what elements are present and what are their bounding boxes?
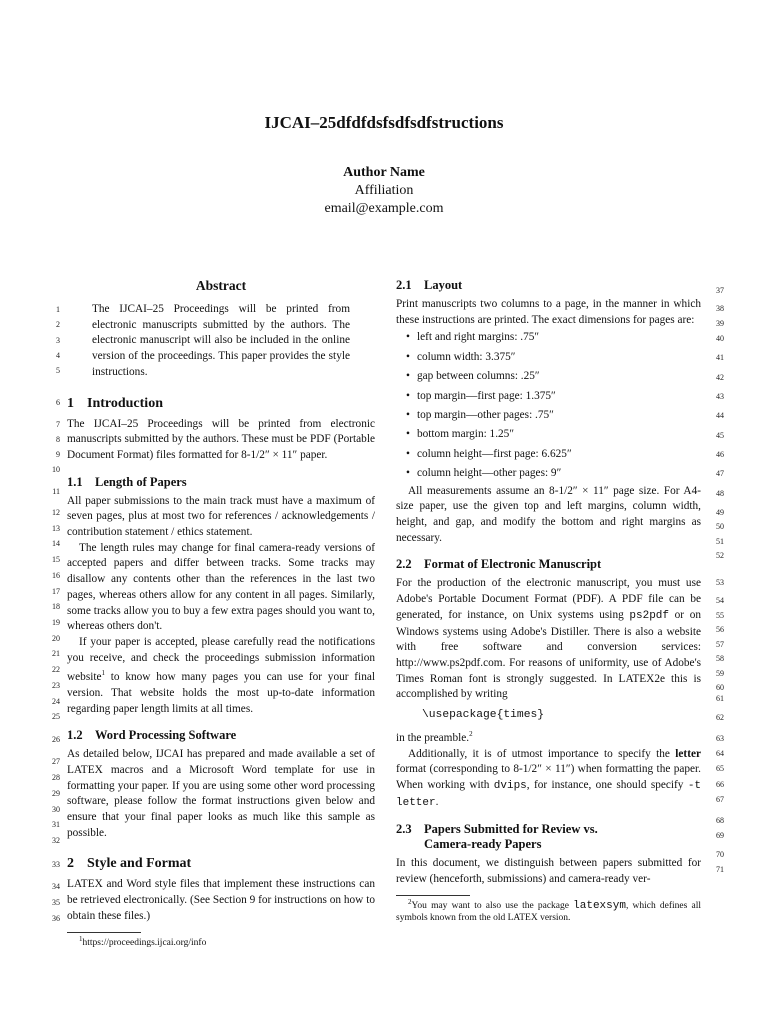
line-number: 42 [716, 373, 724, 382]
author-affiliation: Affiliation [354, 183, 414, 198]
footnote-mark: 2 [469, 730, 473, 739]
line-number: 52 [716, 551, 724, 560]
section-title: Format of Electronic Manuscript [424, 557, 602, 572]
section-title-line-2: Camera-ready Papers [424, 837, 542, 852]
section-number: 2.2 [396, 557, 412, 572]
line-number: 61 [716, 694, 724, 703]
line-number: 56 [716, 625, 724, 634]
line-number: 70 [716, 850, 724, 859]
line-number: 37 [716, 286, 724, 295]
line-number: 32 [52, 836, 60, 845]
line-number: 60 [716, 683, 724, 692]
inline-code: dvips [493, 779, 527, 792]
line-number: 51 [716, 537, 724, 546]
format-p2-a: in the preamble. [396, 731, 470, 744]
list-item: • column width: 3.375″ [406, 348, 701, 367]
format-p1-a: For the production of the electronic manuscript, you must use Adobe's Portable Document Format (PDF). A PDF file can be generated, for instance, on Unix systems using [396, 577, 701, 621]
line-number: 23 [52, 681, 60, 690]
line-number: 12 [52, 508, 60, 517]
right-column [396, 278, 701, 924]
length-paragraph-3 [67, 635, 375, 717]
line-number: 62 [716, 713, 724, 722]
section-number: 2.3 [396, 822, 412, 837]
section-number: 1.2 [67, 728, 83, 743]
length-paragraph-1: All paper submissions to the main track must have a maximum of seven pages, plus at most two for references / acknowledgements / contribution statement / ethics statement. [67, 494, 375, 539]
line-number: 54 [716, 596, 724, 605]
line-number: 10 [52, 465, 60, 474]
line-number: 25 [52, 712, 60, 721]
list-item: • gap between columns: .25″ [406, 367, 701, 386]
line-number: 45 [716, 431, 724, 440]
footnote-text-a: You may want to also use the package [411, 900, 574, 911]
line-number: 18 [52, 602, 60, 611]
line-number: 22 [52, 665, 60, 674]
abstract-text: The IJCAI–25 Proceedings will be printed from electronic manuscripts submitted by the authors. The electronic manuscript will also be included in the online version of the proceedings. This paper provides the style instructions. [92, 303, 350, 378]
line-number: 44 [716, 411, 724, 420]
section-introduction-heading [67, 396, 375, 412]
line-number: 39 [716, 319, 724, 328]
section-number: 2.1 [396, 278, 412, 292]
line-number: 67 [716, 795, 724, 804]
line-number: 7 [56, 420, 60, 429]
author-name: Author Name [343, 165, 425, 180]
section-number: 1 [67, 395, 74, 411]
line-number: 9 [56, 450, 60, 459]
line-number: 31 [52, 820, 60, 829]
line-number: 66 [716, 780, 724, 789]
line-number: 3 [56, 336, 60, 345]
section-number: 2 [67, 856, 74, 872]
line-number: 17 [52, 587, 60, 596]
line-number: 16 [52, 571, 60, 580]
line-number: 59 [716, 669, 724, 678]
format-paragraph-1 [396, 576, 701, 703]
line-number: 5 [56, 366, 60, 375]
line-number: 55 [716, 611, 724, 620]
format-paragraph-2 [396, 727, 701, 746]
section-word-heading [67, 728, 375, 743]
line-number: 20 [52, 634, 60, 643]
footnote-text-b: , which defines all symbols known from the old LATEX version. [396, 900, 701, 923]
list-item: • column height—other pages: 9″ [406, 464, 701, 483]
format-p3-a: Additionally, it is of utmost importance to specify the [408, 747, 676, 760]
length-paragraph-2: The length rules may change for final camera-ready versions of accepted papers and differ between tracks. Some tracks may disallow any contents other than the references in the last two pages, whereas others allow for any content in all pages. Similarly, some tracks allow you to buy a few extra pages should you want to, whereas others don't. [67, 541, 375, 633]
section-number: 1.1 [67, 474, 83, 489]
line-number: 19 [52, 618, 60, 627]
list-item: • top margin—other pages: .75″ [406, 406, 701, 425]
line-number: 13 [52, 524, 60, 533]
section-review-heading [396, 822, 701, 852]
line-number: 58 [716, 654, 724, 663]
section-title: Layout [424, 278, 463, 292]
length-paragraph-3-a: If your paper is accepted, please carefully read the notifications you receive, and check the proceedings submission information website [67, 635, 375, 684]
line-number: 35 [52, 898, 60, 907]
format-p3-c: , for instance, one should specify [526, 778, 688, 791]
line-number: 48 [716, 489, 724, 498]
format-p3-d: . [435, 795, 439, 808]
author-block [0, 164, 768, 218]
line-number: 50 [716, 522, 724, 531]
line-number: 33 [52, 860, 60, 869]
section-title: Introduction [87, 395, 163, 411]
section-title: Length of Papers [95, 474, 187, 489]
footnote-2 [396, 896, 701, 924]
line-number: 2 [56, 320, 60, 329]
line-number: 34 [52, 882, 60, 891]
line-number: 53 [716, 578, 724, 587]
length-paragraph-3-b: to know how many pages you can use for your final version. That website holds the most up-to-date information regarding paper length limits at all times. [67, 671, 375, 715]
line-number: 6 [56, 398, 60, 407]
line-number: 26 [52, 735, 60, 744]
section-title: Papers Submitted for Review vs. [424, 822, 598, 837]
line-number: 65 [716, 764, 724, 773]
section-title: Style and Format [87, 856, 192, 872]
code-block: \usepackage{times} [422, 709, 545, 722]
line-number: 15 [52, 555, 60, 564]
line-number: 8 [56, 435, 60, 444]
line-number: 28 [52, 773, 60, 782]
line-number: 11 [52, 487, 60, 496]
inline-code: latexsym [573, 899, 626, 912]
line-number: 41 [716, 353, 724, 362]
footnote-mark: 1 [79, 934, 83, 943]
introduction-text: The IJCAI–25 Proceedings will be printed from electronic manuscripts submitted by the authors. These must be PDF (Portable Document Format) files formatted for 8-1/2″ × 11″ paper. [67, 417, 375, 461]
line-number: 24 [52, 697, 60, 706]
line-number: 46 [716, 450, 724, 459]
format-p1-b: or on Windows systems using Adobe's Distiller. There is also a website with free software and conversion services: http://www.ps2pdf.com. For reasons of uniformity, use of Adobe's Times Roman font is strongly suggested. In LATEX2e this is accomplished by writing [396, 608, 701, 701]
line-number: 36 [52, 914, 60, 923]
line-number: 63 [716, 734, 724, 743]
section-style-heading [67, 856, 375, 872]
layout-after-text: All measurements assume an 8-1/2″ × 11″ page size. For A4-size paper, use the given top and left margins, column width, height, and gap, and modify the bottom and right margins as necessary. [396, 484, 701, 544]
line-number: 40 [716, 334, 724, 343]
line-number: 43 [716, 392, 724, 401]
line-number: 47 [716, 469, 724, 478]
line-number: 38 [716, 304, 724, 313]
line-number: 14 [52, 539, 60, 548]
format-p3-bold: letter [675, 747, 701, 760]
section-layout-heading [396, 278, 701, 293]
section-title: Word Processing Software [95, 728, 237, 743]
inline-code: ps2pdf [629, 609, 669, 622]
line-number: 64 [716, 749, 724, 758]
left-column [67, 278, 375, 949]
footnote-1 [67, 933, 375, 949]
section-format-heading [396, 557, 701, 572]
line-number: 4 [56, 351, 60, 360]
line-number: 71 [716, 865, 724, 874]
list-item: • left and right margins: .75″ [406, 328, 701, 347]
paper-title: IJCAI–25dfdfdsfsdfsdfstructions [264, 113, 504, 132]
footnote-mark: 1 [101, 669, 106, 678]
list-item: • bottom margin: 1.25″ [406, 425, 701, 444]
style-format-text: LATEX and Word style files that implement these instructions can be retrieved electronically. (See Section 9 for instructions on how to obtain these files.) [67, 878, 375, 922]
line-number: 27 [52, 757, 60, 766]
section-length-heading [67, 475, 375, 490]
line-number: 29 [52, 789, 60, 798]
author-email: email@example.com [324, 201, 444, 216]
line-number: 1 [56, 305, 60, 314]
footnote-link[interactable]: https://proceedings.ijcai.org/info [82, 937, 207, 948]
word-processing-text: As detailed below, IJCAI has prepared and made available a set of LATEX macros and a Microsoft Word template for use in formatting your paper. If you are using some other word processing software, please follow the format instructions given below and ensure that your final paper looks as much like this sample as possible. [67, 748, 375, 839]
review-text: In this document, we distinguish between papers submitted for review (henceforth, submissions) and camera-ready ver- [396, 857, 701, 886]
footnote-mark: 2 [408, 897, 412, 906]
list-item: • column height—first page: 6.625″ [406, 445, 701, 464]
abstract-heading: Abstract [195, 278, 247, 293]
format-p3-b: format (corresponding to 8-1/2″ × 11″) when formatting the paper. When working with [396, 763, 701, 791]
line-number: 21 [52, 649, 60, 658]
line-number: 57 [716, 640, 724, 649]
format-paragraph-3 [396, 747, 701, 812]
line-number: 69 [716, 831, 724, 840]
line-number: 68 [716, 816, 724, 825]
line-number: 30 [52, 805, 60, 814]
layout-bullet-list [396, 328, 701, 483]
layout-text: Print manuscripts two columns to a page, in the manner in which these instructions are printed. The exact dimensions for pages are: [396, 298, 701, 326]
line-number: 49 [716, 508, 724, 517]
inline-code: -t letter [396, 779, 702, 809]
list-item: • top margin—first page: 1.375″ [406, 387, 701, 406]
